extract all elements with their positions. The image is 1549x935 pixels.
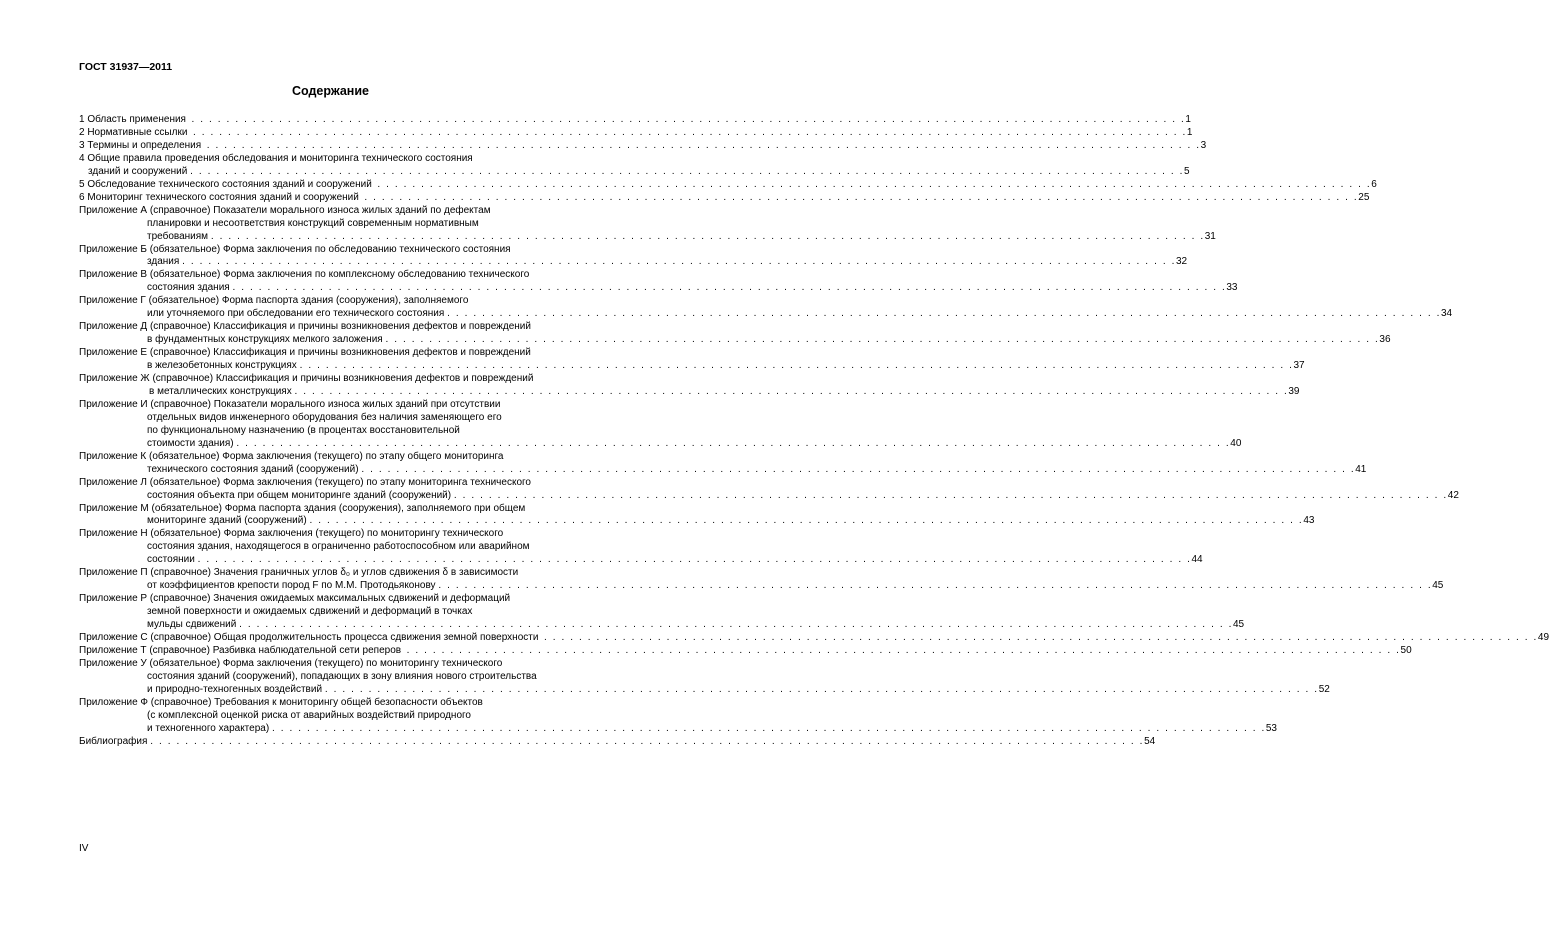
toc-page-number: 45 <box>1432 580 1444 592</box>
toc-entry-label: состояния зданий (сооружений), попадающих в зону влияния нового строительства <box>147 670 537 682</box>
toc-entry-label: состояния здания, находящегося в ограниченно работоспособном или аварийном <box>147 541 530 553</box>
toc-entry[interactable] <box>79 476 613 489</box>
dot-leader: . . . . . . . . . . . . . . . . . . . . . . . . . . . . . . . . . . . . . . . . . . . . . . . . . . . . . . . . . . . . . . . . . . . . . . . . . . . . . . . . . . . . . . . . . . . . . . . . . . . . . . . . . . . . . . . . . . <box>197 554 1192 566</box>
page-number: IV <box>79 843 89 854</box>
dot-leader: . . . . . . . . . . . . . . . . . . . . . . . . . . . . . . . . . . . . . . . . . . . . . . . . . . . . . . . . . . . . . . . . . . . . . . . . . . . . . . . . . . . . . . . . . . . . . . . . . . . . . . . . . . . . . . . . . . <box>182 256 1176 268</box>
toc-page-number: 1 <box>1185 114 1191 125</box>
toc-entry-label: Приложение С (справочное) Общая продолжительность процесса сдвижения земной поверхности <box>79 632 539 643</box>
toc-entry-label: отдельных видов инженерного оборудования без наличия заменяющего его <box>147 411 502 423</box>
toc-page-number: 31 <box>1204 230 1216 242</box>
toc-entry-label: 5 Обследование технического состояния зданий и сооружений <box>79 178 372 190</box>
toc-entry-label: требованиям <box>147 230 209 242</box>
toc-entry-label: Приложение М (обязательное) Форма паспорта здания (сооружения), заполняемого при общем <box>79 502 526 514</box>
toc-entry-label: Библиография <box>79 735 148 747</box>
toc-entry-label: состоянии <box>147 554 195 566</box>
dot-leader: . . . . . . . . . . . . . . . . . . . . . . . . . . . . . . . . . . . . . . . . . . . . . . . . . . . . . . . . . . . . . . . . . . . . . . . . . . . . . . . . . . . . . . . . . . . . . . . . . . . . . . . . . . . . . . . . . . <box>361 463 1356 475</box>
dot-leader: . . . . . . . . . . . . . . . . . . . . . . . . . . . . . . . . . . . . . . . . . . . . . . . . . . . . . . . . . . . . . . . . . . . . . . . . . . . . . . . . . . . . . . . . . . . . . . . . . . . . . . . . . . . . . . . . . . <box>544 632 1538 643</box>
toc-entry[interactable] <box>79 191 1370 204</box>
dot-leader: . . . . . . . . . . . . . . . . . . . . . . . . . . . . . . . . . . . . . . . . . . . . . . . . . . . . . . . . . . . . . . . . . . . . . . . . . . . . . . . . . . . . . . . . . . . . . . . . . . . . . . . . . . . . . . . . . . <box>150 735 1145 747</box>
toc-entry[interactable] <box>79 709 613 722</box>
dot-leader: . . . . . . . . . . . . . . . . . . . . . . . . . . . . . . . . . . . . . . . . . . . . . . . . . . . . . . . . . . . . . . . . . . . . . . . . . . . . . . . . . . . . . . . . . . . . . . . . . . . . . . . . . . . . . . . . . . <box>438 580 1433 592</box>
toc-entry-label: здания <box>147 256 180 268</box>
toc-entry[interactable] <box>79 683 1330 696</box>
toc-entry[interactable] <box>79 450 613 463</box>
document-header: ГОСТ 31937—2011 <box>79 61 173 73</box>
toc-page-number: 6 <box>1371 178 1377 190</box>
toc-page-number: 53 <box>1265 722 1277 734</box>
toc-entry[interactable] <box>79 437 1242 450</box>
toc-page-number: 1 <box>1186 126 1193 138</box>
toc-page-number: 25 <box>1358 191 1370 203</box>
toc-entry-label: стоимости здания) <box>147 437 234 449</box>
toc-entry[interactable] <box>79 411 613 424</box>
toc-entry-label: Приложение Н (обязательное) Форма заключения (текущего) по мониторингу технического <box>79 528 504 540</box>
toc-entry[interactable] <box>79 307 1453 320</box>
toc-page-number: 44 <box>1191 554 1203 566</box>
toc-entry[interactable] <box>79 540 613 553</box>
toc-entry[interactable] <box>79 333 1391 346</box>
toc-page-number: 36 <box>1379 334 1391 346</box>
toc-entry-label: в металлических конструкциях <box>149 385 292 397</box>
toc-entry-label: мульды сдвижений <box>147 619 237 631</box>
toc-entry[interactable] <box>79 735 1156 748</box>
toc-entry-label: Приложение А (справочное) Показатели морального износа жилых зданий по дефектам <box>79 204 491 216</box>
toc-entry[interactable] <box>79 696 613 709</box>
toc-entry-label: зданий и сооружений <box>88 165 188 177</box>
toc-entry[interactable] <box>79 268 613 281</box>
toc-entry[interactable] <box>79 255 1188 268</box>
toc-entry-label: Приложение К (обязательное) Форма заключения (текущего) по этапу общего мониторинга <box>79 450 504 462</box>
toc-entry[interactable] <box>79 553 1203 566</box>
dot-leader: . . . . . . . . . . . . . . . . . . . . . . . . . . . . . . . . . . . . . . . . . . . . . . . . . . . . . . . . . . . . . . . . . . . . . . . . . . . . . . . . . . . . . . . . . . . . . . . . . . . . . . . . . . . . . . . . . . <box>236 437 1231 449</box>
toc-entry-label: состояния объекта при общем мониторинге зданий (сооружений) <box>147 489 452 501</box>
dot-leader: . . . . . . . . . . . . . . . . . . . . . . . . . . . . . . . . . . . . . . . . . . . . . . . . . . . . . . . . . . . . . . . . . . . . . . . . . . . . . . . . . . . . . . . . . . . . . . . . . . . . . . . . . . . . . . . . . . <box>232 282 1227 294</box>
toc-entry-label: Приложение Г (обязательное) Форма паспорта здания (сооружения), заполняемого <box>79 295 469 307</box>
toc-entry[interactable] <box>79 514 1315 527</box>
toc-entry-label: Приложение Ф (справочное) Требования к мониторингу общей безопасности объектов <box>79 696 483 708</box>
toc-entry-label: или уточняемого при обследовании его технического состояния <box>147 308 445 320</box>
toc-entry-label: по функциональному назначению (в процентах восстановительной <box>147 424 460 436</box>
toc-page-number: 5 <box>1184 165 1190 177</box>
toc-entry[interactable] <box>79 566 613 579</box>
toc-entry[interactable] <box>79 463 1367 476</box>
dot-leader: . . . . . . . . . . . . . . . . . . . . . . . . . . . . . . . . . . . . . . . . . . . . . . . . . . . . . . . . . . . . . . . . . . . . . . . . . . . . . . . . . . . . . . . . . . . . . . . . . . . . . . . . . . . . . . . . . . <box>192 126 1187 138</box>
toc-entry-label: 1 Область применения <box>79 114 186 125</box>
dot-leader: . . . . . . . . . . . . . . . . . . . . . . . . . . . . . . . . . . . . . . . . . . . . . . . . . . . . . . . . . . . . . . . . . . . . . . . . . . . . . . . . . . . . . . . . . . . . . . . . . . . . . . . . . . . . . . . . . . <box>294 385 1289 397</box>
dot-leader: . . . . . . . . . . . . . . . . . . . . . . . . . . . . . . . . . . . . . . . . . . . . . . . . . . . . . . . . . . . . . . . . . . . . . . . . . . . . . . . . . . . . . . . . . . . . . . . . . . . . . . . . . . . . . . . . . . <box>190 165 1185 177</box>
toc-entry-label: Приложение П (справочное) Значения граничных углов δ₀ и углов сдвижения δ в зависимости <box>79 567 519 579</box>
toc-page-number: 32 <box>1175 256 1188 268</box>
toc-entry-label: Приложение В (обязательное) Форма заключения по комплексному обследованию технического <box>79 269 530 281</box>
dot-leader: . . . . . . . . . . . . . . . . . . . . . . . . . . . . . . . . . . . . . . . . . . . . . . . . . . . . . . . . . . . . . . . . . . . . . . . . . . . . . . . . . . . . . . . . . . . . . . . . . . . . . . . . . . . . . . . . . . <box>406 644 1401 656</box>
toc-entry[interactable] <box>79 424 613 437</box>
toc-page-number: 33 <box>1226 282 1238 294</box>
dot-leader: . . . . . . . . . . . . . . . . . . . . . . . . . . . . . . . . . . . . . . . . . . . . . . . . . . . . . . . . . . . . . . . . . . . . . . . . . . . . . . . . . . . . . . . . . . . . . . . . . . . . . . . . . . . . . . . . . . <box>239 619 1233 631</box>
toc-entry-label: Приложение Л (обязательное) Форма заключения (текущего) по этапу мониторинга технического <box>79 476 531 488</box>
toc-entry-label: Приложение И (справочное) Показатели морального износа жилых зданий при отсутствии <box>79 398 501 410</box>
toc-entry[interactable] <box>79 657 613 670</box>
toc-entry-label: Приложение Ж (справочное) Классификация и причины возникновения дефектов и повреждений <box>79 373 534 384</box>
toc-entry[interactable] <box>79 217 613 230</box>
dot-leader: . . . . . . . . . . . . . . . . . . . . . . . . . . . . . . . . . . . . . . . . . . . . . . . . . . . . . . . . . . . . . . . . . . . . . . . . . . . . . . . . . . . . . . . . . . . . . . . . . . . . . . . . . . . . . . . . . . <box>447 308 1441 320</box>
toc-page-number: 52 <box>1318 683 1330 695</box>
toc-entry-label: 3 Термины и определения <box>79 139 202 151</box>
toc-entry[interactable] <box>79 294 613 307</box>
toc-page-number: 45 <box>1232 619 1245 631</box>
toc-entry-label: планировки и несоответствия конструкций современным нормативным <box>147 217 479 229</box>
toc-entry-label: Приложение Е (справочное) Классификация и причины возникновения дефектов и повреждений <box>79 347 531 359</box>
dot-leader: . . . . . . . . . . . . . . . . . . . . . . . . . . . . . . . . . . . . . . . . . . . . . . . . . . . . . . . . . . . . . . . . . . . . . . . . . . . . . . . . . . . . . . . . . . . . . . . . . . . . . . . . . . . . . . . . . . <box>210 230 1205 242</box>
toc-entry-label: технического состояния зданий (сооружений) <box>147 463 359 475</box>
toc-entry-label: земной поверхности и ожидаемых сдвижений и деформаций в точках <box>147 606 473 618</box>
toc-entry-label: 2 Нормативные ссылки <box>79 126 188 138</box>
toc-page-number: 3 <box>1200 139 1207 151</box>
toc-entry-label: мониторинге зданий (сооружений) <box>147 515 307 527</box>
toc-entry-label: Приложение Т (справочное) Разбивка наблюдательной сети реперов <box>79 644 402 656</box>
dot-leader: . . . . . . . . . . . . . . . . . . . . . . . . . . . . . . . . . . . . . . . . . . . . . . . . . . . . . . . . . . . . . . . . . . . . . . . . . . . . . . . . . . . . . . . . . . . . . . . . . . . . . . . . . . . . . . . . . . <box>271 722 1266 734</box>
toc-page-number: 39 <box>1288 385 1300 397</box>
toc-title: Содержание <box>291 84 369 98</box>
dot-leader: . . . . . . . . . . . . . . . . . . . . . . . . . . . . . . . . . . . . . . . . . . . . . . . . . . . . . . . . . . . . . . . . . . . . . . . . . . . . . . . . . . . . . . . . . . . . . . . . . . . . . . . . . . . . . . . . . . <box>324 683 1319 695</box>
toc-entry[interactable] <box>79 605 613 618</box>
dot-leader: . . . . . . . . . . . . . . . . . . . . . . . . . . . . . . . . . . . . . . . . . . . . . . . . . . . . . . . . . . . . . . . . . . . . . . . . . . . . . . . . . . . . . . . . . . . . . . . . . . . . . . . . . . . . . . . . . . <box>206 139 1201 151</box>
toc-entry[interactable] <box>79 204 613 217</box>
toc-page-number: 54 <box>1144 735 1156 747</box>
toc-entry[interactable] <box>79 372 613 385</box>
toc-entry-label: от коэффициентов крепости пород F по М.М. Протодьяконову <box>147 580 436 592</box>
toc-entry[interactable] <box>79 644 1412 657</box>
toc-entry[interactable] <box>79 320 613 333</box>
toc-entry[interactable] <box>79 670 613 683</box>
toc-page-number: 41 <box>1355 463 1367 475</box>
toc-entry[interactable] <box>79 385 1300 398</box>
toc-page-number: 50 <box>1400 644 1412 656</box>
dot-leader: . . . . . . . . . . . . . . . . . . . . . . . . . . . . . . . . . . . . . . . . . . . . . . . . . . . . . . . . . . . . . . . . . . . . . . . . . . . . . . . . . . . . . . . . . . . . . . . . . . . . . . . . . . . . . . . . . . <box>377 178 1372 190</box>
dot-leader: . . . . . . . . . . . . . . . . . . . . . . . . . . . . . . . . . . . . . . . . . . . . . . . . . . . . . . . . . . . . . . . . . . . . . . . . . . . . . . . . . . . . . . . . . . . . . . . . . . . . . . . . . . . . . . . . . . <box>299 360 1294 372</box>
toc-entry[interactable] <box>79 243 613 256</box>
toc-entry-label: и техногенного характера) <box>147 722 270 734</box>
toc-entry-label: 6 Мониторинг технического состояния зданий и сооружений <box>79 191 359 203</box>
toc-entry[interactable] <box>79 722 1277 735</box>
toc-page-number: 37 <box>1293 360 1305 372</box>
dot-leader: . . . . . . . . . . . . . . . . . . . . . . . . . . . . . . . . . . . . . . . . . . . . . . . . . . . . . . . . . . . . . . . . . . . . . . . . . . . . . . . . . . . . . . . . . . . . . . . . . . . . . . . . . . . . . . . . . . <box>191 114 1186 125</box>
toc-page-number: 43 <box>1303 515 1315 527</box>
toc-entry-label: и природно-техногенных воздействий <box>147 683 323 695</box>
toc-entry-label: (с комплексной оценкой риска от аварийных воздействий природного <box>147 709 471 721</box>
toc-entry[interactable] <box>79 489 1459 502</box>
toc-entry[interactable] <box>79 592 613 605</box>
toc-entry[interactable] <box>79 113 1191 126</box>
toc-entry[interactable] <box>79 346 613 359</box>
toc-entry[interactable] <box>79 165 1190 178</box>
toc-entry-label: Приложение Р (справочное) Значения ожидаемых максимальных сдвижений и деформаций <box>79 593 511 605</box>
toc-entry-label: в железобетонных конструкциях <box>147 360 297 372</box>
toc-entry-label: Приложение Б (обязательное) Форма заключения по обследованию технического состояния <box>79 243 511 255</box>
toc-entry[interactable] <box>79 398 613 411</box>
toc-entry-label: 4 Общие правила проведения обследования и мониторинга технического состояния <box>79 152 473 164</box>
toc-page-number: 34 <box>1440 308 1453 320</box>
dot-leader: . . . . . . . . . . . . . . . . . . . . . . . . . . . . . . . . . . . . . . . . . . . . . . . . . . . . . . . . . . . . . . . . . . . . . . . . . . . . . . . . . . . . . . . . . . . . . . . . . . . . . . . . . . . . . . . . . . <box>385 334 1380 346</box>
dot-leader: . . . . . . . . . . . . . . . . . . . . . . . . . . . . . . . . . . . . . . . . . . . . . . . . . . . . . . . . . . . . . . . . . . . . . . . . . . . . . . . . . . . . . . . . . . . . . . . . . . . . . . . . . . . . . . . . . . <box>364 191 1359 203</box>
toc-entry[interactable] <box>79 139 1207 152</box>
toc-entry[interactable] <box>79 631 1549 644</box>
toc-entry[interactable] <box>79 618 1245 631</box>
toc-entry[interactable] <box>79 126 1193 139</box>
toc-entry[interactable] <box>79 178 1377 191</box>
toc-entry[interactable] <box>79 281 1238 294</box>
toc-entry[interactable] <box>79 152 613 165</box>
toc-entry-label: Приложение У (обязательное) Форма заключения (текущего) по мониторингу технического <box>79 657 503 669</box>
toc-entry[interactable] <box>79 527 613 540</box>
dot-leader: . . . . . . . . . . . . . . . . . . . . . . . . . . . . . . . . . . . . . . . . . . . . . . . . . . . . . . . . . . . . . . . . . . . . . . . . . . . . . . . . . . . . . . . . . . . . . . . . . . . . . . . . . . . . . . . . . . <box>453 489 1448 501</box>
toc-entry[interactable] <box>79 230 1216 243</box>
dot-leader: . . . . . . . . . . . . . . . . . . . . . . . . . . . . . . . . . . . . . . . . . . . . . . . . . . . . . . . . . . . . . . . . . . . . . . . . . . . . . . . . . . . . . . . . . . . . . . . . . . . . . . . . . . . . . . . . . . <box>309 515 1304 527</box>
toc-entry-label: Приложение Д (справочное) Классификация и причины возникновения дефектов и повреждений <box>79 321 531 333</box>
toc-page-number: 40 <box>1230 437 1242 449</box>
toc-entry-label: состояния здания <box>147 282 230 294</box>
toc-page-number: 42 <box>1447 489 1459 501</box>
toc-entry[interactable] <box>79 359 1305 372</box>
toc-entry-label: в фундаментных конструкциях мелкого заложения <box>147 334 383 346</box>
toc-entry[interactable] <box>79 579 1444 592</box>
toc-page-number: 49 <box>1537 632 1549 643</box>
toc-entry[interactable] <box>79 502 613 515</box>
